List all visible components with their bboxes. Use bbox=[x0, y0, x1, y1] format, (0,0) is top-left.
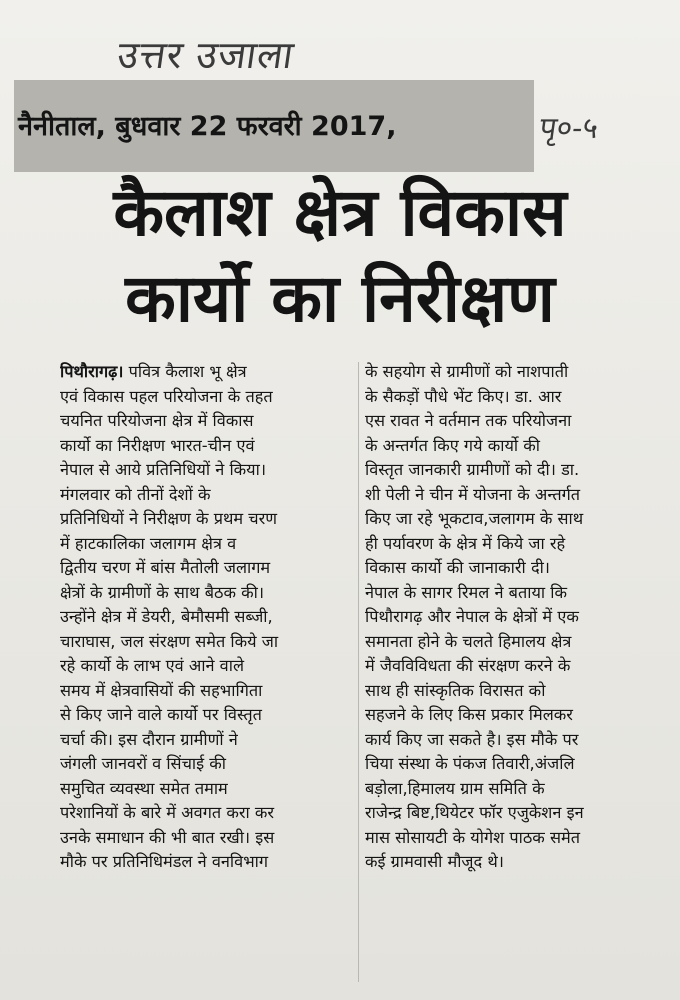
article-right-column bbox=[365, 360, 665, 875]
article-line: समुचित व्यवस्था समेत तमाम bbox=[60, 778, 228, 798]
handwritten-newspaper-name: उत्तर उजाला bbox=[114, 33, 298, 77]
article-line: चर्चा की। इस दौरान ग्रामीणों ने bbox=[60, 729, 238, 749]
article-dateline-lead: पिथौरागढ़। bbox=[60, 362, 124, 381]
article-line: एस रावत ने वर्तमान तक परियोजना bbox=[365, 411, 572, 430]
dateline: नैनीताल, बुधवार 22 फरवरी 2017, bbox=[18, 111, 397, 142]
article-line: नेपाल से आये प्रतिनिधियों ने किया। bbox=[60, 460, 266, 479]
article-line: के सैकड़ों पौधे भेंट किए। डा. आर bbox=[365, 386, 562, 406]
article-line: जंगली जानवरों व सिंचाई की bbox=[60, 754, 227, 773]
article-line: रहे कार्यो के लाभ एवं आने वाले bbox=[60, 656, 244, 675]
headline-line-1: कैलाश क्षेत्र विकास bbox=[113, 174, 567, 251]
article-line: प्रतिनिधियों ने निरीक्षण के प्रथम चरण bbox=[60, 509, 278, 528]
article-line: राजेन्द्र बिष्ट,थियेटर फॉर एजुकेशन इन bbox=[365, 803, 584, 822]
article-line: उनके समाधान की भी बात रखी। इस bbox=[60, 827, 275, 847]
article-line: क्षेत्रों के ग्रामीणों के साथ बैठक की। bbox=[60, 582, 265, 602]
article-line: समय में क्षेत्रवासियों की सहभागिता bbox=[60, 680, 263, 700]
article-line: में हाटकालिका जलागम क्षेत्र व bbox=[60, 533, 237, 553]
article-line: पिथौरागढ़ और नेपाल के क्षेत्रों में एक bbox=[365, 607, 579, 626]
article-line: चयनित परियोजना क्षेत्र में विकास bbox=[60, 411, 254, 430]
article-line: किए जा रहे भूकटाव,जलागम के साथ bbox=[365, 509, 584, 528]
article-line: परेशानियों के बारे में अवगत करा कर bbox=[60, 803, 275, 822]
article-line: सहजने के लिए किस प्रकार मिलकर bbox=[365, 705, 573, 724]
article-line: विस्तृत जानकारी ग्रामीणों को दी। डा. bbox=[365, 460, 580, 479]
article-line: से किए जाने वाले कार्यो पर विस्तृत bbox=[60, 705, 262, 724]
article-line bbox=[60, 360, 360, 385]
handwritten-page-number: पृ०-५ bbox=[537, 111, 601, 146]
article-line: मौके पर प्रतिनिधिमंडल ने वनविभाग bbox=[60, 852, 269, 871]
article-line: द्वितीय चरण में बांस मैतोली जलागम bbox=[60, 558, 271, 577]
article-line: कार्यो का निरीक्षण भारत-चीन एवं bbox=[60, 435, 255, 455]
article-line: बड़ोला,हिमालय ग्राम समिति के bbox=[365, 778, 545, 798]
article-line: चाराघास, जल संरक्षण समेत किये जा bbox=[60, 631, 279, 651]
headline-line-2: कार्यो का निरीक्षण bbox=[125, 260, 555, 337]
article-line: के अन्तर्गत किए गये कार्यो की bbox=[365, 435, 540, 455]
article-line: एवं विकास पहल परियोजना के तहत bbox=[60, 386, 273, 406]
article-line: में जैवविविधता की संरक्षण करने के bbox=[365, 656, 571, 675]
article-line: कई ग्रामवासी मौजूद थे। bbox=[365, 852, 504, 871]
article-left-column bbox=[60, 360, 360, 875]
article-line: मास सोसायटी के योगेश पाठक समेत bbox=[365, 827, 581, 847]
column-divider bbox=[358, 362, 359, 982]
article-line: साथ ही सांस्कृतिक विरासत को bbox=[365, 680, 546, 700]
article-line: मंगलवार को तीनों देशों के bbox=[60, 484, 211, 504]
article-line: ही पर्यावरण के क्षेत्र में किये जा रहे bbox=[365, 533, 566, 553]
article-line: कार्य किए जा सकते है। इस मौके पर bbox=[365, 729, 579, 749]
article-text: पवित्र कैलाश भू क्षेत्र bbox=[123, 362, 247, 381]
article-line: उन्होंने क्षेत्र में डेयरी, बेमौसमी सब्जी, bbox=[60, 607, 273, 626]
article-line: नेपाल के सागर रिमल ने बताया कि bbox=[365, 582, 568, 602]
article-line: समानता होने के चलते हिमालय क्षेत्र bbox=[365, 631, 572, 651]
article-line: विकास कार्यो की जानाकारी दी। bbox=[365, 558, 550, 577]
article-line: शी पेली ने चीन में योजना के अन्तर्गत bbox=[365, 484, 581, 504]
article-line: के सहयोग से ग्रामीणों को नाशपाती bbox=[365, 362, 569, 381]
article-line: चिया संस्था के पंकज तिवारी,अंजलि bbox=[365, 754, 575, 773]
